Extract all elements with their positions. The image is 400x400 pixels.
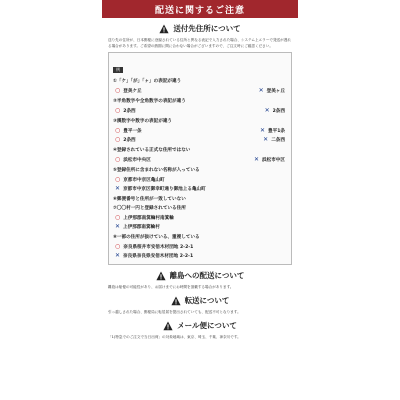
ok-example: 上伊那郡南箕輪村南箕輪 [123, 215, 174, 221]
ok-icon: ○ [115, 87, 121, 94]
case-row [113, 86, 287, 95]
ok-example: 浜松市中央区 [123, 157, 151, 163]
case-title: ⑧一部の住所が抜けている、重複している [113, 235, 200, 240]
forward-note: 引っ越しされた場合、郵便局に転居届を提出されていても、配送不可となります。 [108, 310, 241, 314]
ng-example: 奈良県奈良県安倍木材団地 2-2-1 [123, 253, 194, 259]
ok-example: 奈良県桜井市安倍木材団地 2-2-1 [123, 244, 194, 250]
ng-icon: ✕ [115, 185, 121, 192]
island-note: 離島は船便の可能性があり、お届けまでにお時間を頂戴する場合があります。 [108, 285, 234, 289]
case-title: ⑤登録住所に含まれない名称が入っている [113, 168, 200, 173]
ng-example: 京都市中京区御幸町通り御池上る亀山町 [123, 186, 206, 192]
case-row [113, 175, 287, 184]
case-row [113, 126, 287, 135]
page-title: 配送に関するご注意 [102, 0, 298, 18]
case-row [113, 222, 287, 231]
case-row [113, 242, 287, 251]
ok-icon: ○ [115, 107, 121, 114]
island-heading [108, 270, 292, 281]
ok-icon: ○ [115, 214, 121, 221]
ok-icon: ○ [115, 176, 121, 183]
ng-example: 豊平1条 [268, 128, 285, 134]
ng-example: 2条西 [272, 108, 285, 114]
mail-note: 「1)特急でのご注文で当日出荷」の対象地域は、東京、埼玉、千葉、神奈川です。 [108, 335, 241, 339]
ok-example: 豊平一条 [123, 128, 142, 134]
warning-icon [159, 24, 169, 34]
address-title: 送付先住所について [173, 24, 241, 33]
address-heading [108, 23, 292, 34]
case-row [113, 106, 287, 115]
ng-icon: ✕ [115, 252, 121, 259]
ng-example: 浜松市中区 [262, 157, 285, 163]
case-title: ③漢数字や数字の表記が違う [113, 119, 173, 124]
case-row [113, 135, 287, 144]
ok-icon: ○ [115, 136, 121, 143]
case-title: ②半角数字や全角数字の表記が違う [113, 99, 186, 104]
ok-example: 登美ケ丘 [123, 88, 142, 94]
forward-heading [108, 295, 292, 306]
warning-icon [163, 321, 173, 331]
ng-icon: ✕ [263, 136, 269, 143]
case-title: ⑥郵便番号と住所が一致していない [113, 197, 186, 202]
example-box [108, 52, 292, 265]
warning-icon [156, 271, 166, 281]
content [108, 18, 292, 400]
ng-icon: ✕ [258, 87, 264, 94]
ng-icon: ✕ [115, 223, 121, 230]
ok-icon: ○ [115, 127, 121, 134]
ng-example: 二条西 [271, 137, 285, 143]
island-title: 離島への配送について [169, 271, 245, 280]
case-row [113, 155, 287, 164]
mail-heading [108, 320, 292, 331]
case-row [113, 184, 287, 193]
ok-example: 2条西 [123, 137, 136, 143]
mail-title: メール便について [177, 321, 237, 330]
ng-example: 上伊那郡南箕輪村 [123, 224, 160, 230]
case-title: ④登録されている正式な住所ではない [113, 148, 191, 153]
forward-title: 転送について [184, 296, 230, 305]
ok-example: 2条西 [123, 108, 136, 114]
case-title: ①「ケ」「が」「ヶ」の表記が違う [113, 79, 182, 84]
ok-example: 京都市中京区亀山町 [123, 177, 165, 183]
ng-example: 登美ヶ丘 [266, 88, 285, 94]
ng-icon: ✕ [259, 127, 266, 134]
case-row [113, 251, 287, 260]
case-title: ⑦〇〇村一円と登録されている住所 [113, 206, 186, 211]
ok-icon: ○ [115, 156, 121, 163]
warning-icon [171, 296, 181, 306]
example-tag: 例 [113, 67, 123, 73]
ng-icon: ✕ [253, 156, 260, 163]
ok-icon: ○ [115, 243, 121, 250]
case-row [113, 213, 287, 222]
address-note: 送り先の住所が、日本郵便に登録されている住所と異なる表記で入力された場合、システム上エラーで発送が遅れる場合があります。ご希望の納期に間に合わない場合がございますので、ご注文時にご確認ください。 [108, 38, 291, 48]
ng-icon: ✕ [264, 107, 270, 114]
